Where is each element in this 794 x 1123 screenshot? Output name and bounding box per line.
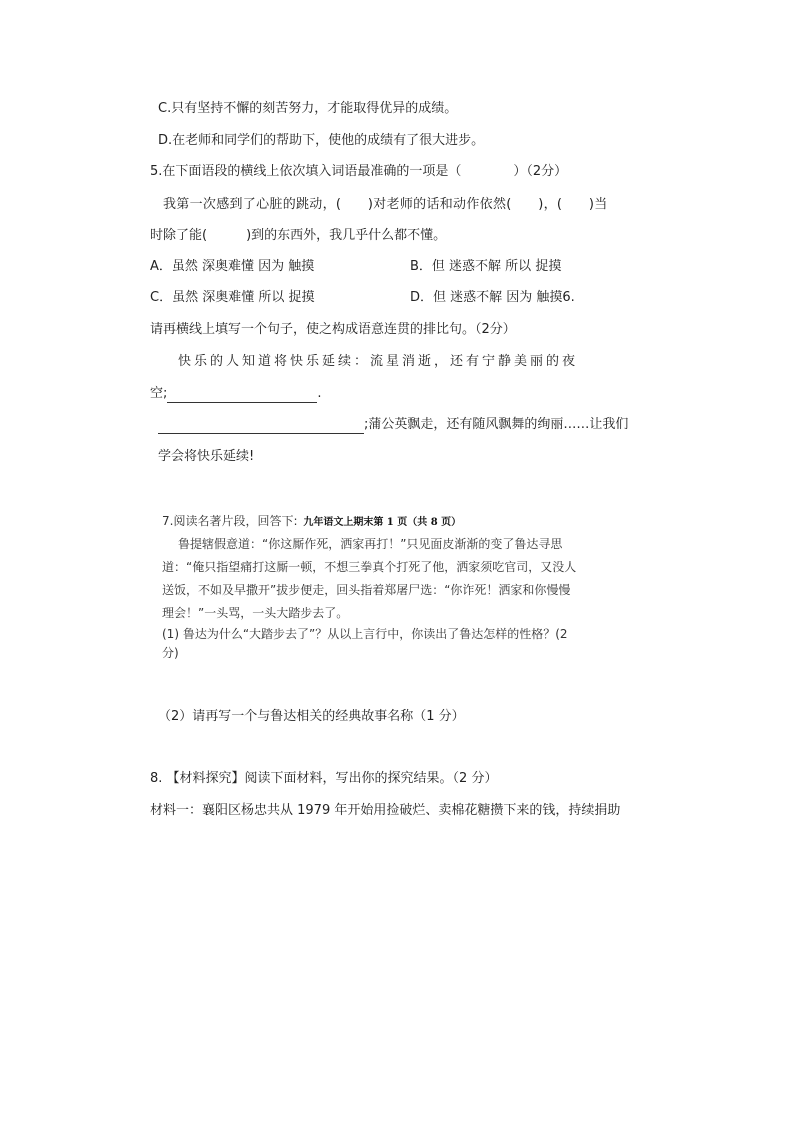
q8-material1: 材料一：襄阳区杨忠共从 1979 年开始用捡破烂、卖棉花糖攒下来的钱，持续捐助 [150,803,621,818]
q7-sub1: (1) 鲁达为什么“大踏步去了”？从以上言行中，你读出了鲁达怎样的性格？(2 [162,627,568,641]
q5-passage-line2: 时除了能( )到的东西外，我几乎什么都不懂。 [150,228,447,243]
q6-line2-start: 空; [150,386,168,401]
q7-passage-line1: 鲁提辖假意道：“你这厮作死，洒家再打！”只见面皮渐渐的变了鲁达寻思 [178,537,563,551]
q8-stem: 8. 【材料探究】阅读下面材料，写出你的探究结果。（2 分） [150,771,498,786]
q6-line2-end: . [317,386,322,401]
q6-line3 [158,416,628,434]
q7-passage-line4: 理会！”一头骂，一头大踏步去了。 [162,606,349,620]
q6-line2 [150,385,322,403]
q6-stem: 请再横线上填写一个句子，使之构成语意连贯的排比句。（2分） [150,322,516,337]
q5-stem: 5.在下面语段的横线上依次填入词语最准确的一项是（ ）（2分） [150,164,568,179]
q5-option-d: D．但 迷惑不解 因为 触摸6. [410,290,575,305]
q6-line4: 学会将快乐延续! [158,449,255,464]
q7-sub1-cont: 分) [162,646,179,660]
q6-answer-blank-2[interactable] [158,419,364,434]
q5-option-c: C．虽然 深奥难懂 所以 捉摸 [150,290,315,305]
q4-option-d: D.在老师和同学们的帮助下，使他的成绩有了很大进步。 [158,133,485,148]
q7-sub2: （2）请再写一个与鲁达相关的经典故事名称（1 分） [158,709,465,724]
q5-option-b: B．但 迷惑不解 所以 捉摸 [410,259,562,274]
q6-line1: 快乐的人知道将快乐延续：流星消逝，还有宁静美丽的夜 [178,354,579,369]
q5-option-a: A．虽然 深奥难懂 因为 触摸 [150,259,315,274]
q7-stem-text: 7.阅读名著片段，回答下: [162,514,298,528]
q7-passage-line3: 送饭，不如及早撒开”拔步便走，回头指着郑屠尸选：“你诈死！洒家和你慢慢 [162,583,571,597]
q6-line3-text: ;蒲公英飘走，还有随风飘舞的绚丽……让我们 [364,417,629,432]
q5-passage-line1: 我第一次感到了心脏的跳动，( )对老师的话和动作依然( )，( )当 [163,197,608,212]
q4-option-c: C.只有坚持不懈的刻苦努力，才能取得优异的成绩。 [158,101,458,116]
page-number-stamp: 九年语文上期末第 1 页（共 8 页） [303,517,462,528]
q7-passage-line2: 道：“俺只指望痛打这厮一顿，不想三拳真个打死了他，洒家须吃官司，又没人 [162,560,577,574]
q7-stem [162,513,461,531]
q6-answer-blank-1[interactable] [167,388,317,403]
